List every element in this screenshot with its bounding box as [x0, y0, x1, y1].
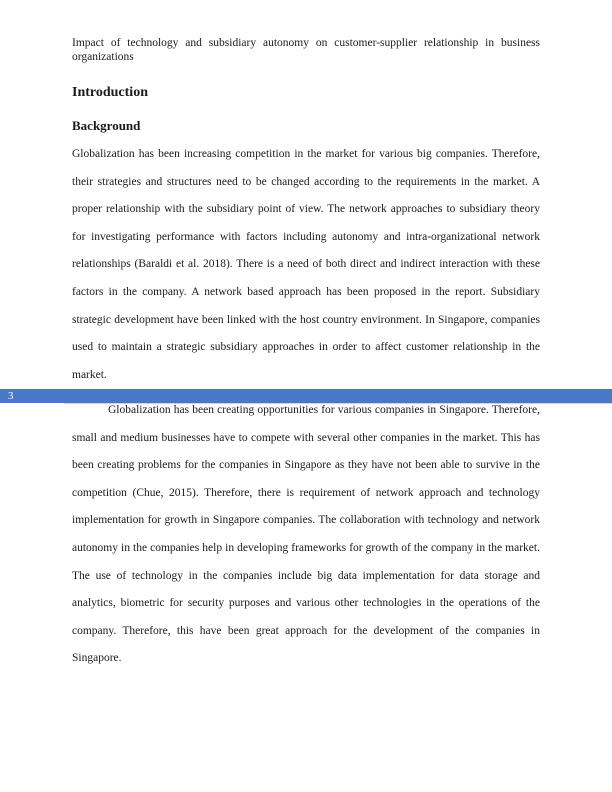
background-paragraph-1: Globalization has been increasing competition in the market for various big companies. Therefore, their strategies and structures need to be changed according to the requirements in the market. A proper relationship with the subsidiary point of view. The network approaches to subsidiary theory for investigating performance with factors including autonomy and intra-organizational network relationships (Baraldi et al. 2018). There is a need of both direct and indirect interaction with these factors in the company. A network based approach has been proposed in the report. Subsidiary strategic development have been linked with the host country environment. In Singapore, companies used to maintain a strategic subsidiary approaches in order to affect customer relationship in the market. [72, 148, 540, 381]
background-heading: Background [72, 118, 141, 133]
page-number: 3 [8, 390, 14, 402]
document-title: Impact of technology and subsidiary autonomy on customer-supplier relationship in business organizations [72, 37, 540, 63]
background-paragraph-2: Globalization has been creating opportunities for various companies in Singapore. Therefore, small and medium businesses have to compete with several other companies in the market. This has been creating problems for the companies in Singapore as they have not been able to survive in the competition (Chue, 2015). Therefore, there is requirement of network approach and technology implementation for growth in Singapore companies. The collaboration with technology and network autonomy in the companies help in developing frameworks for growth of the company in the market. The use of technology in the companies include big data implementation for data storage and analytics, biometric for security purposes and various other technologies in the operations of the company. Therefore, this have been great approach for the development of the companies in Singapore. [72, 404, 540, 665]
introduction-heading: Introduction [72, 85, 148, 100]
